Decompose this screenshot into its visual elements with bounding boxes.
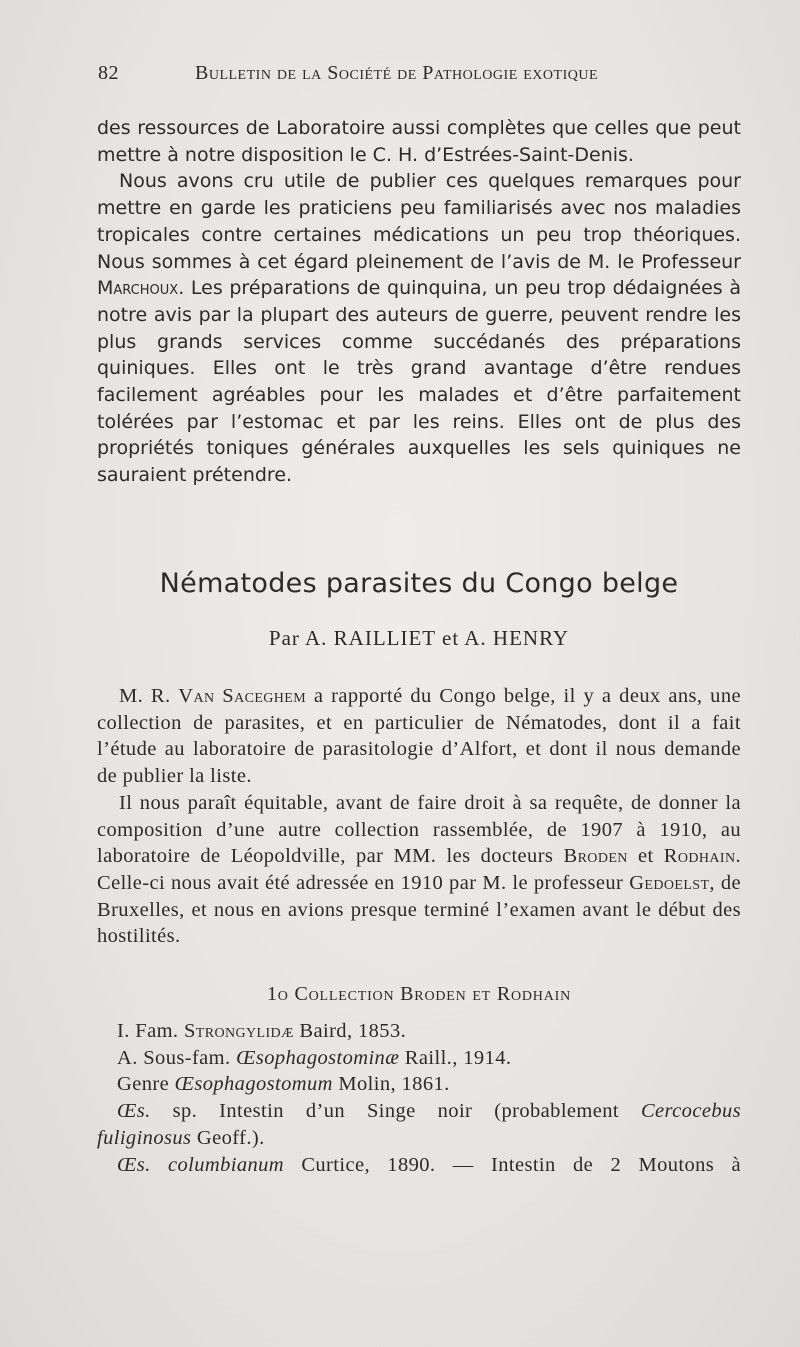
- author-name-van-saceghem: Van Saceghem: [178, 685, 307, 707]
- taxon-entry-1-name: Œs.: [117, 1100, 151, 1123]
- article-title: Nématodes parasites du Congo belge: [159, 568, 679, 599]
- taxon-family: [117, 1018, 741, 1045]
- taxon-entry-2: [117, 1152, 741, 1179]
- taxon-subfamily: [117, 1045, 741, 1072]
- taxon-subfamily-authority: Raill., 1914.: [399, 1046, 512, 1069]
- taxon-genus-authority: Molin, 1861.: [332, 1073, 450, 1096]
- taxon-subfamily-prefix: A. Sous-fam.: [117, 1046, 237, 1069]
- page-header: [98, 62, 758, 98]
- body-paragraph-1-text-b: a rapporté du Congo belge, il y a deux ans, une collection de parasites, et en particulier de Nématodes, dont il a fait l’étude au laboratoire de parasitologie d’Alfort, et dont il nous demande de publier la liste.: [97, 685, 741, 788]
- taxon-family-authority: Baird, 1853.: [293, 1020, 407, 1042]
- article-byline: Par A. RAILLIET et A. HENRY: [268, 626, 570, 650]
- body-paragraph-2-text-b: . Celle-ci nous avait été adressée en 1910 par M. le professeur: [97, 845, 741, 894]
- body-paragraph-2-text-c: , de Bruxelles, et nous en avions presque terminé l’examen avant le début des hostilités.: [97, 871, 741, 948]
- intro-paragraph-1: des ressources de Laboratoire aussi complètes que celles que peut mettre à notre disposition le C. H. d’Estrées-Saint-Denis.: [97, 117, 741, 166]
- taxon-genus-name: Œsophagostomum: [174, 1073, 333, 1096]
- article-body: [97, 683, 741, 950]
- taxon-genus: [117, 1071, 741, 1098]
- taxon-entry-1-host-species: fuliginosus: [97, 1126, 192, 1149]
- taxon-family-prefix: I. Fam.: [117, 1020, 184, 1042]
- intro-text: [97, 115, 741, 489]
- taxon-entry-1-continued: [97, 1125, 741, 1152]
- section-heading: 1o Collection Broden et Rodhain: [266, 983, 571, 1005]
- taxon-entry-2-text: Curtice, 1890. — Intestin de 2 Moutons à: [283, 1153, 741, 1176]
- intro-paragraph-2-text-b: . Les préparations de quinquina, un peu trop dédaignées à notre avis par la plupart des auteurs de guerre, peuvent rendre les plus grands services comme succédanés des préparations quiniques. Elles ont le très grand avantage d’être rendues facilement agréables pour les malades et d’être parfaitement tolérées par l’estomac et par les reins. Elles ont de plus des propriétés toniques générales auxquelles les sels quiniques ne sauraient prétendre.: [97, 277, 741, 487]
- body-paragraph-2-text-a: Il nous paraît équitable, avant de faire droit à sa requête, de donner la composition d’une autre collection rassemblée, de 1907 à 1910, au laboratoire de Léopoldville, par MM. les docteurs: [97, 791, 741, 868]
- taxon-genus-prefix: Genre: [117, 1073, 175, 1096]
- body-paragraph-1: [97, 683, 741, 790]
- taxon-entry-1-host-authority: Geoff.).: [191, 1126, 265, 1149]
- taxon-entry-1-text: sp. Intestin d’un Singe noir (probablement: [150, 1100, 641, 1123]
- page-number: 82: [98, 62, 119, 84]
- body-paragraph-2-and: et: [627, 845, 664, 868]
- running-title: Bulletin de la Société de Pathologie exotique: [195, 62, 599, 84]
- taxon-entry-1: [117, 1098, 741, 1125]
- body-paragraph-2: [97, 790, 741, 950]
- taxa-list: [97, 1018, 741, 1178]
- intro-paragraph-2-text-a: Nous avons cru utile de publier ces quelques remarques pour mettre en garde les praticiens peu familiarisés avec nos maladies tropicales contre certaines médications un peu trop théoriques. Nous sommes à cet égard pleinement de l’avis de M. le Professeur: [97, 170, 741, 273]
- body-paragraph-1-text-a: M. R.: [119, 685, 179, 707]
- author-name-rodhain: Rodhain: [663, 845, 736, 868]
- author-name-marchoux: Marchoux: [97, 277, 179, 300]
- author-name-gedoelst: Gedoelst: [629, 871, 710, 894]
- intro-paragraph-2: [97, 168, 741, 488]
- taxon-entry-2-name: Œs. columbianum: [117, 1153, 284, 1176]
- taxon-subfamily-name: Œsophagostominæ: [236, 1046, 400, 1069]
- taxon-entry-1-host-genus: Cercocebus: [640, 1100, 741, 1123]
- author-name-broden: Broden: [563, 845, 628, 868]
- taxon-family-name: Strongylidæ: [183, 1020, 294, 1042]
